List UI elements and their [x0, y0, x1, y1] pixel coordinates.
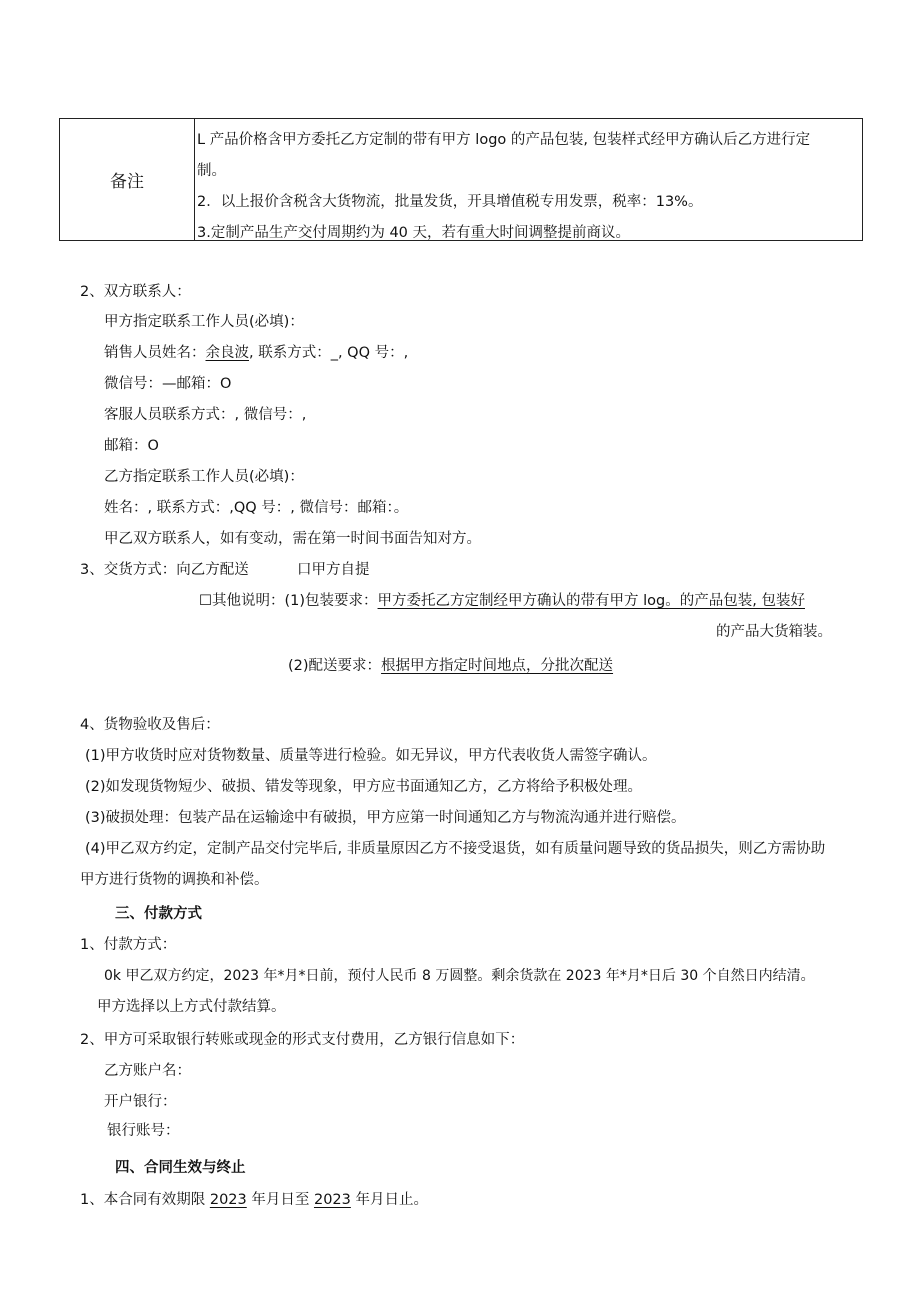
delivery-requirement-line [288, 656, 613, 676]
packaging-requirement-cont: 的产品大货箱装。 [716, 624, 832, 640]
term-prefix: 1、本合同有效期限 [80, 1192, 210, 1208]
term-end-year: 2023 [313, 1192, 351, 1208]
account-number-field: 银行账号： [107, 1123, 180, 1139]
party-a-contact-title: 甲方指定联系工作人员(必填)： [104, 314, 304, 330]
inspection-item-2: (2)如发现货物短少、破损、错发等现象，甲方应书面通知乙方，乙方将给予积极处理。 [85, 779, 643, 795]
contact-change-note: 甲乙双方联系人，如有变动，需在第一时间书面告知对方。 [104, 531, 481, 547]
payment-method-text: 0k 甲乙双方约定，2023 年*月*日前，预付人民币 8 万圆整。剩余货款在 2023 年*月*日后 30 个自然日内结清。 [104, 968, 815, 984]
inspection-item-4: (4)甲乙双方约定，定制产品交付完毕后, 非质量原因乙方不接受退货，如有质量问题导致的货品损失，则乙方需协助 [85, 841, 826, 857]
payment-method-confirm: 甲方选择以上方式付款结算。 [97, 999, 286, 1015]
payment-section-title: 三、付款方式 [115, 906, 202, 922]
remarks-label: 备注 [60, 119, 195, 240]
wechat-line: 微信号：—邮箱：O [104, 376, 232, 392]
validity-term-line [80, 1190, 428, 1210]
remarks-line-4: 3.定制产品生产交付周期约为 40 天，若有重大时间调整提前商议。 [197, 225, 631, 241]
service-contact-line: 客服人员联系方式：, 微信号：, [104, 407, 307, 423]
remarks-line-2: 制。 [197, 163, 226, 179]
inspection-item-4-cont: 甲方进行货物的调换和补偿。 [80, 872, 269, 888]
delivery-requirement: 根据甲方指定时间地点，分批次配送 [381, 658, 614, 674]
remarks-content [195, 119, 862, 240]
validity-section-title: 四、合同生效与终止 [115, 1160, 246, 1176]
inspection-item-3: (3)破损处理：包装产品在运输途中有破损，甲方应第一时间通知乙方与物流沟通并进行赔偿。 [85, 810, 686, 826]
term-start-year: 2023 [209, 1192, 247, 1208]
sales-suffix: , 联系方式：_, QQ 号：, [249, 345, 409, 361]
sales-name: 余良波 [205, 345, 249, 361]
remarks-table [59, 118, 863, 241]
payment-method-heading: 1、付款方式： [80, 937, 177, 953]
other-requirements-line [199, 591, 805, 611]
term-suffix: 年月日止。 [350, 1192, 428, 1208]
party-b-contact-title: 乙方指定联系工作人员(必填)： [104, 469, 304, 485]
remarks-line-3: 2．以上报价含税含大货物流，批量发货，开具增值税专用发票，税率：13%。 [197, 194, 703, 210]
contacts-heading: 2、双方联系人： [80, 284, 191, 300]
term-mid: 年月日至 [246, 1192, 314, 1208]
inspection-item-1: (1)甲方收货时应对货物数量、质量等进行检验。如无异议，甲方代表收货人需签字确认。 [85, 748, 657, 764]
packaging-prefix: ☐其他说明：(1)包装要求： [199, 593, 378, 609]
sales-contact-line [104, 343, 408, 363]
self-pickup-option: 口甲方自提 [297, 562, 370, 578]
inspection-heading: 4、货物验收及售后： [80, 717, 220, 733]
bank-info-heading: 2、甲方可采取银行转账或现金的形式支付费用，乙方银行信息如下： [80, 1032, 525, 1048]
sales-prefix: 销售人员姓名： [104, 345, 206, 361]
email-line: 邮箱：O [104, 438, 159, 454]
account-name-field: 乙方账户名： [104, 1063, 191, 1079]
bank-name-field: 开户银行： [104, 1094, 177, 1110]
delivery-heading: 3、交货方式：向乙方配送 [80, 562, 249, 578]
delivery-req-prefix: (2)配送要求： [288, 658, 382, 674]
party-b-contact-line: 姓名：, 联系方式：,QQ 号：, 微信号：邮箱：。 [104, 500, 409, 516]
remarks-line-1: L 产品价格含甲方委托乙方定制的带有甲方 logo 的产品包装, 包装样式经甲方确认后乙方进行定 [197, 132, 811, 148]
packaging-requirement: 甲方委托乙方定制经甲方确认的带有甲方 log。的产品包装, 包装好 [377, 593, 805, 609]
